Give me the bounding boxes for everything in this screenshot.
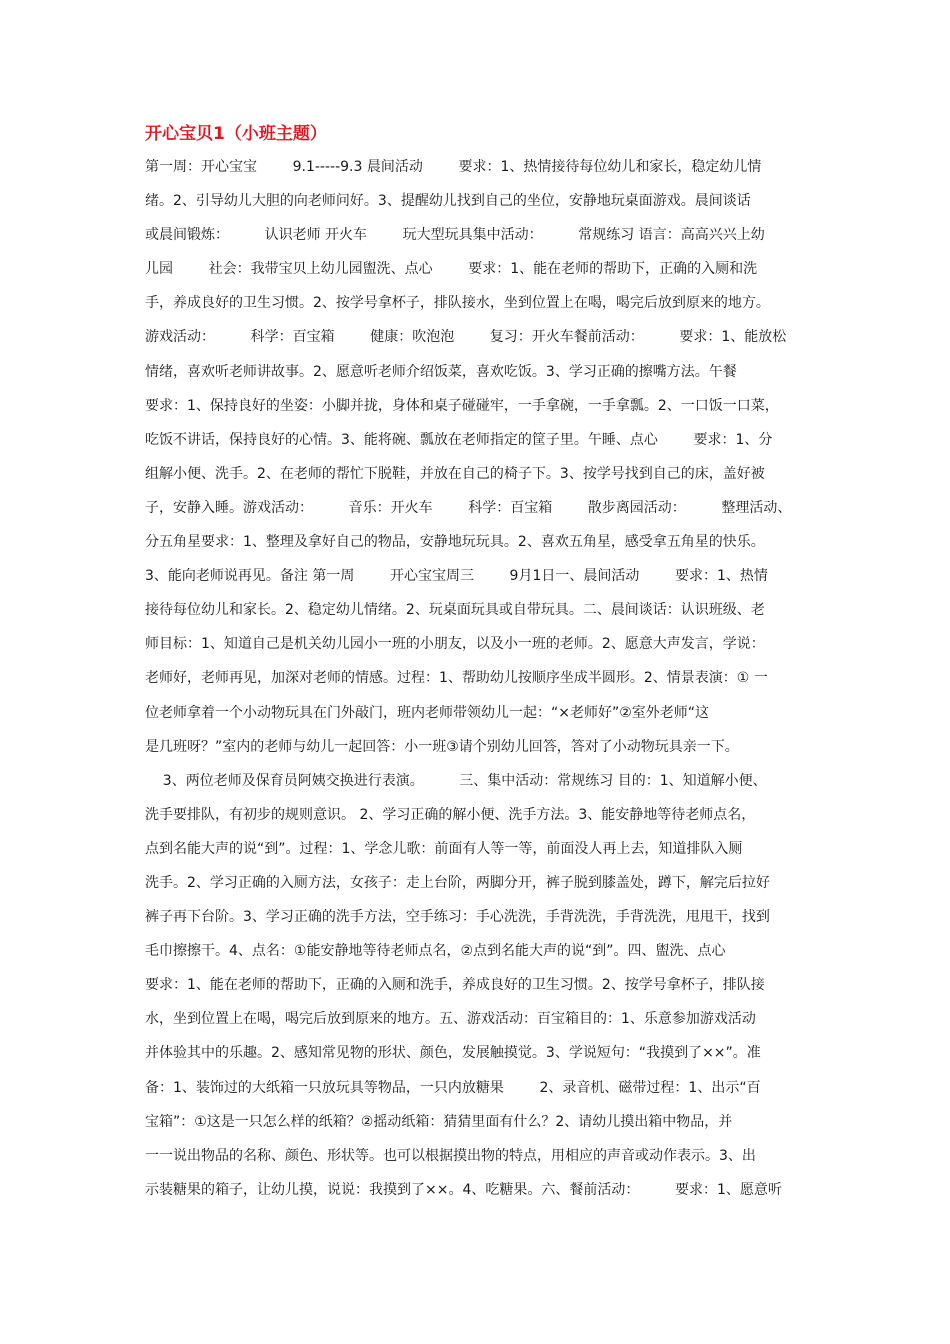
text-line: 儿园 社会：我带宝贝上幼儿园盥洗、点心 要求：1、能在老师的帮助下，正确的入厕和洗	[145, 261, 758, 278]
text-line: 分五角星要求：1、整理及拿好自己的物品，安静地玩玩具。2、喜欢五角星，感受拿五角星的快乐。	[145, 534, 765, 551]
text-line: 3、两位老师及保育员阿姨交换进行表演。 三、集中活动：常规练习 目的：1、知道解小便、	[145, 772, 767, 789]
text-line: 要求：1、保持良好的坐姿：小脚并拢，身体和桌子碰碰牢，一手拿碗，一手拿瓢。2、一口饭一口菜，	[145, 397, 779, 414]
text-line: 点到名能大声的说“到”。过程：1、学念儿歌：前面有人等一等，前面没人再上去，知道排队入厕	[145, 840, 743, 857]
text-line: 情绪，喜欢听老师讲故事。2、愿意听老师介绍饭菜，喜欢吃饭。3、学习正确的擦嘴方法。午餐	[145, 363, 737, 380]
document-body	[145, 150, 817, 1207]
text-line: 老师好，老师再见，加深对老师的情感。过程：1、帮助幼儿按顺序坐成半圆形。2、情景表演：① 一	[145, 670, 768, 687]
text-line: 裤子再下台阶。3、学习正确的洗手方法，空手练习：手心洗洗，手背洗洗，手背洗洗，甩甩干，找到	[145, 909, 770, 926]
text-line: 游戏活动： 科学：百宝箱 健康：吹泡泡 复习：开火车餐前活动： 要求：1、能放松	[145, 329, 787, 346]
text-line: 一一说出物品的名称、颜色、形状等。也可以根据摸出物的特点，用相应的声音或动作表示。3、出	[145, 1147, 756, 1164]
text-line: 师目标：1、知道自己是机关幼儿园小一班的小朋友，以及小一班的老师。2、愿意大声发言，学说：	[145, 636, 765, 653]
text-line: 宝箱”：①这是一只怎么样的纸箱？②摇动纸箱：猜猜里面有什么？2、请幼儿摸出箱中物品，并	[145, 1113, 733, 1130]
document-title: 开心宝贝1（小班主题）	[145, 124, 327, 144]
text-line: 或晨间锻炼： 认识老师 开火车 玩大型玩具集中活动： 常规练习 语言：高高兴兴上幼	[145, 227, 765, 244]
text-line: 子，安静入睡。游戏活动： 音乐：开火车 科学：百宝箱 散步离园活动： 整理活动、	[145, 499, 792, 516]
text-line: 接待每位幼儿和家长。2、稳定幼儿情绪。2、玩桌面玩具或自带玩具。二、晨间谈话：认识班级、老	[145, 602, 765, 619]
text-line: 要求：1、能在老师的帮助下，正确的入厕和洗手，养成良好的卫生习惯。2、按学号拿杯子，排队接	[145, 977, 765, 994]
text-line: 组解小便、洗手。2、在老师的帮忙下脱鞋，并放在自己的椅子下。3、按学号找到自己的床，盖好被	[145, 465, 765, 482]
text-line: 绪。2、引导幼儿大胆的向老师问好。3、提醒幼儿找到自己的坐位，安静地玩桌面游戏。晨间谈话	[145, 193, 751, 210]
text-line: 水，坐到位置上在喝，喝完后放到原来的地方。五、游戏活动：百宝箱目的：1、乐意参加游戏活动	[145, 1011, 756, 1028]
text-line: 洗手。2、学习正确的入厕方法，女孩子：走上台阶，两脚分开，裤子脱到膝盖处，蹲下，解完后拉好	[145, 874, 770, 891]
document-page	[145, 120, 817, 1207]
text-line: 3、能向老师说再见。备注 第一周 开心宝宝周三 9月1日一、晨间活动 要求：1、热情	[145, 568, 768, 585]
text-line: 洗手要排队，有初步的规则意识。 2、学习正确的解小便、洗手方法。3、能安静地等待老师点名，	[145, 806, 756, 823]
text-line: 吃饭不讲话，保持良好的心情。3、能将碗、瓢放在老师指定的筐子里。午睡、点心 要求：1、分	[145, 431, 773, 448]
text-line: 手，养成良好的卫生习惯。2、按学号拿杯子，排队接水，坐到位置上在喝，喝完后放到原来的地方。	[145, 295, 770, 312]
text-line: 第一周：开心宝宝 9.1-----9.3 晨间活动 要求：1、热情接待每位幼儿和家长，稳定幼儿情	[145, 159, 762, 175]
text-line: 毛巾擦擦干。4、点名：①能安静地等待老师点名，②点到名能大声的说“到”。四、盥洗、点心	[145, 943, 726, 960]
text-line: 备：1、装饰过的大纸箱一只放玩具等物品，一只内放糖果 2、录音机、磁带过程：1、出示“百	[145, 1079, 761, 1096]
text-line: 位老师拿着一个小动物玩具在门外敲门，班内老师带领幼儿一起：“×老师好”②室外老师“这	[145, 704, 710, 721]
text-line: 并体验其中的乐趣。2、感知常见物的形状、颜色，发展触摸觉。3、学说短句：“我摸到了××”。准	[145, 1045, 761, 1062]
text-line: 是几班呀？”室内的老师与幼儿一起回答：小一班③请个别幼儿回答，答对了小动物玩具亲一下。	[145, 738, 739, 755]
text-line: 示装糖果的箱子，让幼儿摸，说说：我摸到了××。4、吃糖果。六、餐前活动： 要求：1、愿意听	[145, 1181, 782, 1198]
